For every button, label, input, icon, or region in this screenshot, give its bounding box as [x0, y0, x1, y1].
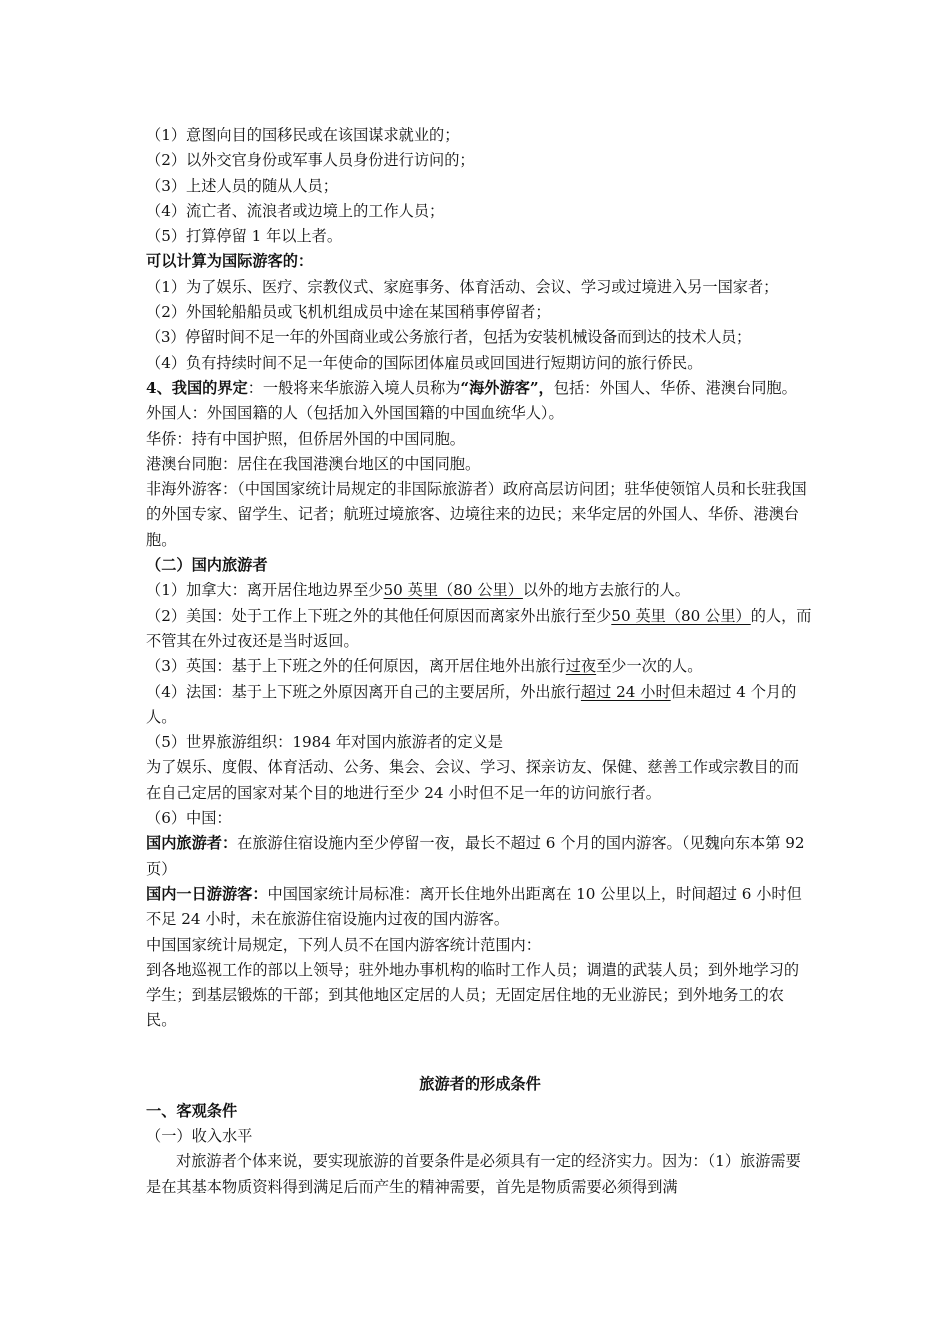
cn-daytrip-label: 国内一日游游客： — [146, 884, 268, 903]
list-item: （3）停留时间不足一年的外国商业或公务旅行者，包括为安装机械设备而到达的技术人员； — [146, 328, 751, 347]
excluded-list: 到各地巡视工作的部以上领导；驻外地办事机构的临时工作人员；调遣的武装人员；到外地学习的学生；到基层锻炼的干部；到其他地区定居的人员；无固定居住地的无业游民；到外地务工的农民。 — [146, 960, 800, 1030]
domestic-heading: （二）国内旅游者 — [146, 556, 268, 575]
subsection-item: （一）收入水平 — [146, 1126, 253, 1145]
definition-overseas-chinese: 华侨：持有中国护照，但侨居外国的中国同胞。 — [146, 429, 465, 448]
subsection-heading: 一、客观条件 — [146, 1101, 238, 1120]
definition-non-overseas: 非海外游客：（中国国家统计局规定的非国际旅游者）政府高层访问团；驻华使领馆人员和长驻我国的外国专家、留学生、记者；航班过境旅客、边境往来的边民；来华定居的外国人、华侨、港澳台胞。 — [146, 480, 807, 549]
canada-underline: 50 英里（80 公里） — [383, 581, 523, 600]
definition-foreigner: 外国人：外国国籍的人（包括加入外国国籍的中国血统华人）。 — [146, 404, 564, 423]
uk-pre: （3）英国：基于上下班之外的任何原因，离开居住地外出旅行 — [146, 657, 566, 676]
domestic-uk — [146, 654, 814, 679]
cn-tourist-text: 在旅游住宿设施内至少停留一夜，最长不超过 6 个月的国内游客。（见魏向东本第 92 页） — [146, 834, 805, 878]
list-item: （2）以外交官身份或军事人员身份进行访问的； — [146, 151, 475, 170]
list-item: （4）负有持续时间不足一年使命的国际团体雇员或回国进行短期访问的旅行侨民。 — [146, 353, 703, 372]
canada-post: 以外的地方去旅行的人。 — [522, 581, 690, 600]
list-item: （3）上述人员的随从人员； — [146, 176, 338, 195]
domestic-china: （6）中国： — [146, 809, 232, 828]
income-paragraph: 对旅游者个体来说，要实现旅游的首要条件是必须具有一定的经济实力。因为：（1）旅游需要是在其基本物质资料得到满足后而产生的精神需要，首先是物质需要必须得到满 — [146, 1152, 801, 1196]
domestic-usa — [146, 604, 814, 655]
document-body — [146, 123, 814, 1200]
domestic-france — [146, 680, 814, 731]
section-title: 旅游者的形成条件 — [419, 1074, 541, 1093]
domestic-wto: （5）世界旅游组织：1984 年对国内旅游者的定义是 — [146, 733, 503, 752]
cn-domestic-tourist — [146, 831, 814, 882]
china-def-term: “海外游客”， — [460, 378, 554, 397]
list-item: （4）流亡者、流浪者或边境上的工作人员； — [146, 201, 445, 220]
list-item: （2）外国轮船船员或飞机机组成员中途在某国稍事停留者； — [146, 303, 551, 322]
definition-compatriots: 港澳台同胞：居住在我国港澳台地区的中国同胞。 — [146, 454, 481, 473]
china-definition — [146, 376, 814, 401]
china-def-text2: 包括：外国人、华侨、港澳台同胞。 — [553, 378, 797, 397]
spacer — [146, 1034, 814, 1072]
france-post: 但未超过 4 个月的人。 — [146, 682, 797, 726]
cn-daytrip-text: 中国国家统计局标准：离开长住地外出距离在 10 公里以上，时间超过 6 小时但不足 24 小时，未在旅游住宿设施内过夜的国内游客。 — [146, 884, 802, 929]
list-item: （5）打算停留 1 年以上者。 — [146, 227, 343, 246]
uk-post: 至少一次的人。 — [596, 657, 703, 676]
list-item: （1）意图向目的国移民或在该国谋求就业的； — [146, 126, 460, 144]
usa-post: 的人，而不管其在外过夜还是当时返回。 — [146, 606, 812, 650]
usa-underline: 50 英里（80 公里） — [611, 606, 751, 625]
cn-tourist-label: 国内旅游者： — [146, 834, 238, 853]
france-pre: （4）法国：基于上下班之外原因离开自己的主要居所，外出旅行 — [146, 682, 581, 701]
intl-heading: 可以计算为国际游客的： — [146, 252, 314, 271]
france-underline: 超过 24 小时 — [580, 682, 671, 701]
list-item: （1）为了娱乐、医疗、宗教仪式、家庭事务、体育活动、会议、学习或过境进入另一国家者； — [146, 277, 779, 296]
uk-underline: 过夜 — [565, 657, 597, 676]
china-def-label: 4、我国的界定 — [146, 378, 248, 397]
canada-pre: （1）加拿大：离开居住地边界至少 — [146, 581, 384, 600]
china-def-text1: ：一般将来华旅游入境人员称为 — [247, 378, 461, 397]
domestic-wto-definition: 为了娱乐、度假、体育活动、公务、集会、会议、学习、探亲访友、保健、慈善工作或宗教目的而在自己定居的国家对某个目的地进行至少 24 小时但不足一年的访问旅行者。 — [146, 758, 800, 802]
cn-day-trip — [146, 882, 814, 933]
excluded-intro: 中国国家统计局规定，下列人员不在国内游客统计范围内： — [146, 935, 541, 954]
domestic-canada — [146, 578, 814, 603]
usa-pre: （2）美国：处于工作上下班之外的其他任何原因而离家外出旅行至少 — [146, 606, 612, 625]
